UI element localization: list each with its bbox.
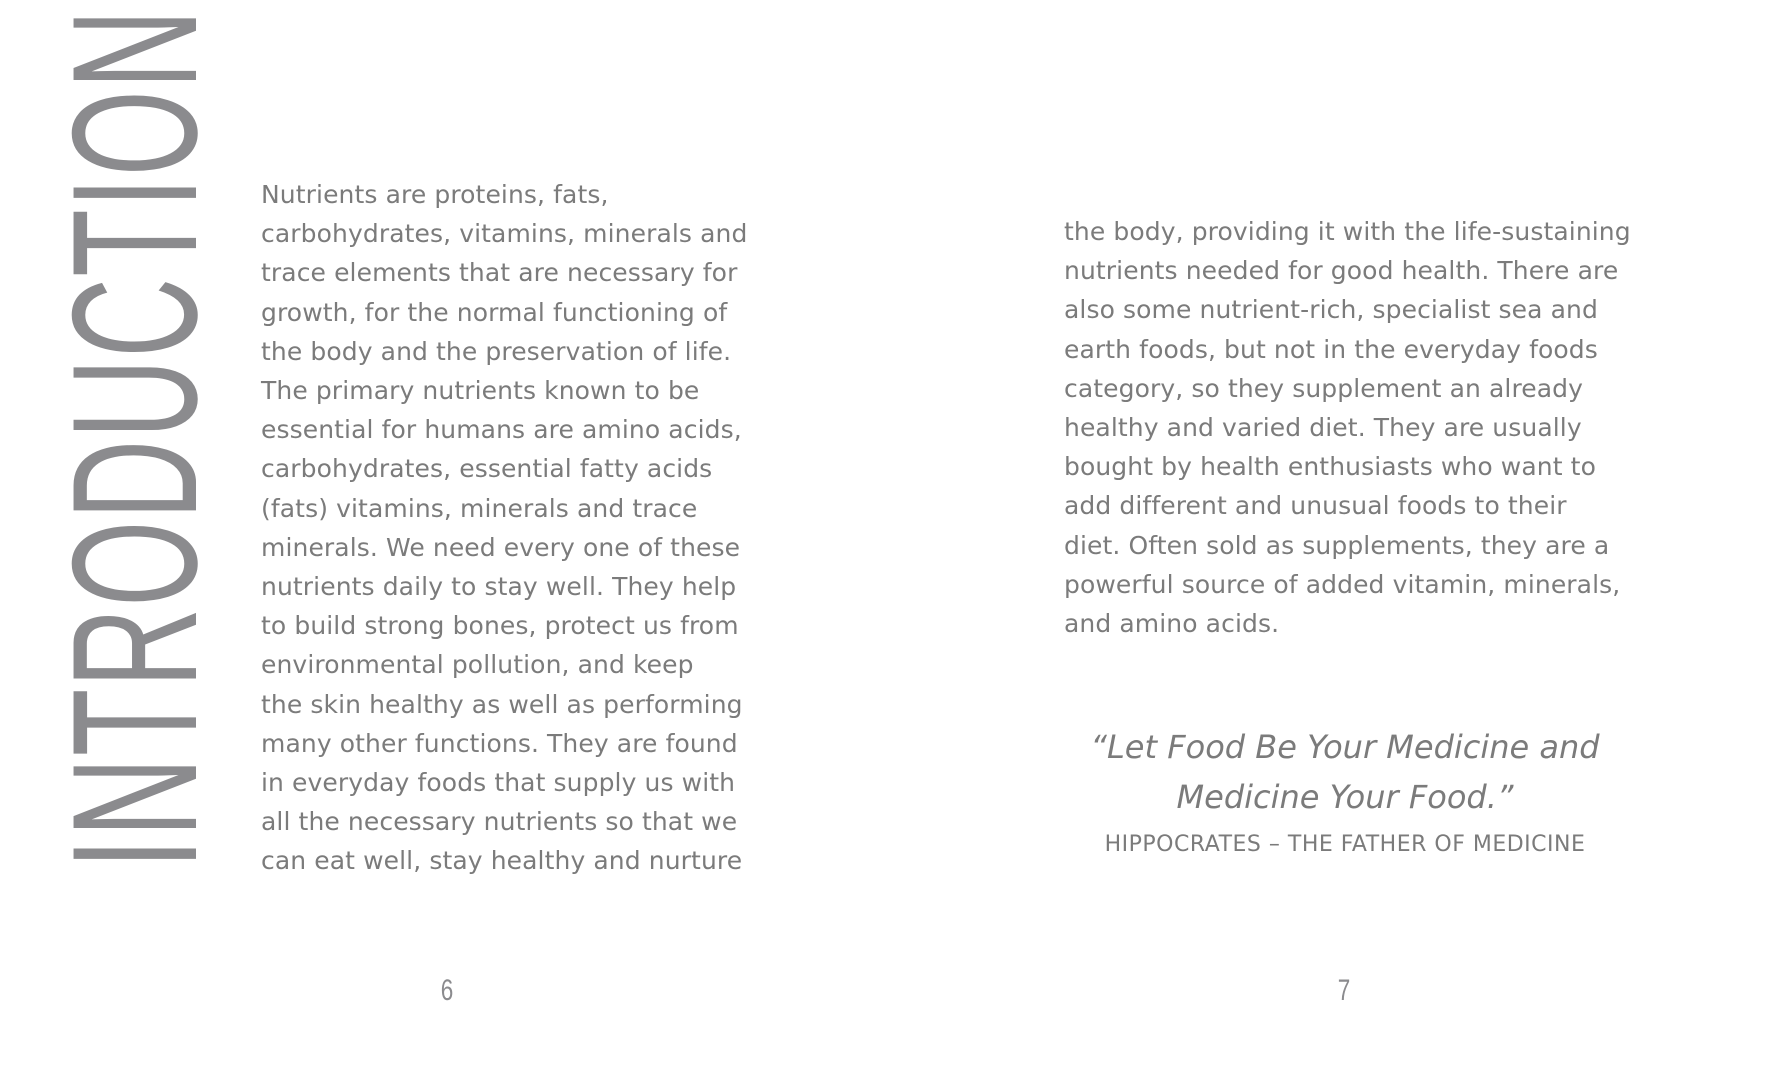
quote-attribution: HIPPOCRATES – THE FATHER OF MEDICINE <box>1104 832 1586 857</box>
text-line: can eat well, stay healthy and nurture <box>261 846 743 876</box>
text-line: many other functions. They are found <box>261 728 738 758</box>
text-line: in everyday foods that supply us with <box>261 768 736 798</box>
page-number-left: 6 <box>440 974 454 1007</box>
text-line: diet. Often sold as supplements, they are a <box>1064 530 1610 560</box>
text-line: category, so they supplement an already <box>1064 373 1584 403</box>
text-line: (fats) vitamins, minerals and trace <box>261 493 698 523</box>
text-line: the skin healthy as well as performing <box>261 689 743 719</box>
right-body-text <box>1064 212 1644 643</box>
left-body-text <box>261 175 757 881</box>
text-line: bought by health enthusiasts who want to <box>1064 452 1596 482</box>
text-line: essential for humans are amino acids, <box>261 415 742 445</box>
text-line: all the necessary nutrients so that we <box>261 807 738 837</box>
chapter-heading-text: INTRODUCTION <box>35 8 234 869</box>
quote-line-1: “Let Food Be Your Medicine and <box>1090 728 1600 766</box>
text-line: minerals. We need every one of these <box>261 532 741 562</box>
page-number-right: 7 <box>1337 974 1351 1007</box>
text-line: carbohydrates, vitamins, minerals and <box>261 219 748 249</box>
text-line: carbohydrates, essential fatty acids <box>261 454 713 484</box>
text-line: Nutrients are proteins, fats, <box>261 180 609 209</box>
text-line: and amino acids. <box>1064 609 1280 639</box>
text-line: powerful source of added vitamin, minerals, <box>1064 569 1621 599</box>
text-line: add different and unusual foods to their <box>1064 491 1567 521</box>
text-line: The primary nutrients known to be <box>261 376 700 406</box>
text-line: growth, for the normal functioning of <box>261 297 728 327</box>
text-line: also some nutrient-rich, specialist sea and <box>1064 295 1598 325</box>
text-line: earth foods, but not in the everyday foods <box>1064 334 1598 364</box>
text-line: to build strong bones, protect us from <box>261 611 739 641</box>
text-line: nutrients daily to stay well. They help <box>261 572 737 602</box>
text-line: nutrients needed for good health. There are <box>1064 256 1619 286</box>
text-line: healthy and varied diet. They are usually <box>1064 413 1582 443</box>
chapter-heading <box>35 8 234 869</box>
text-line: environmental pollution, and keep <box>261 650 694 680</box>
text-line: the body and the preservation of life. <box>261 336 732 366</box>
text-line: the body, providing it with the life-sustaining <box>1064 217 1631 246</box>
pull-quote <box>1045 722 1645 860</box>
quote-line-2: Medicine Your Food.” <box>1176 778 1514 816</box>
quote-text <box>1045 722 1645 822</box>
text-line: trace elements that are necessary for <box>261 258 738 288</box>
